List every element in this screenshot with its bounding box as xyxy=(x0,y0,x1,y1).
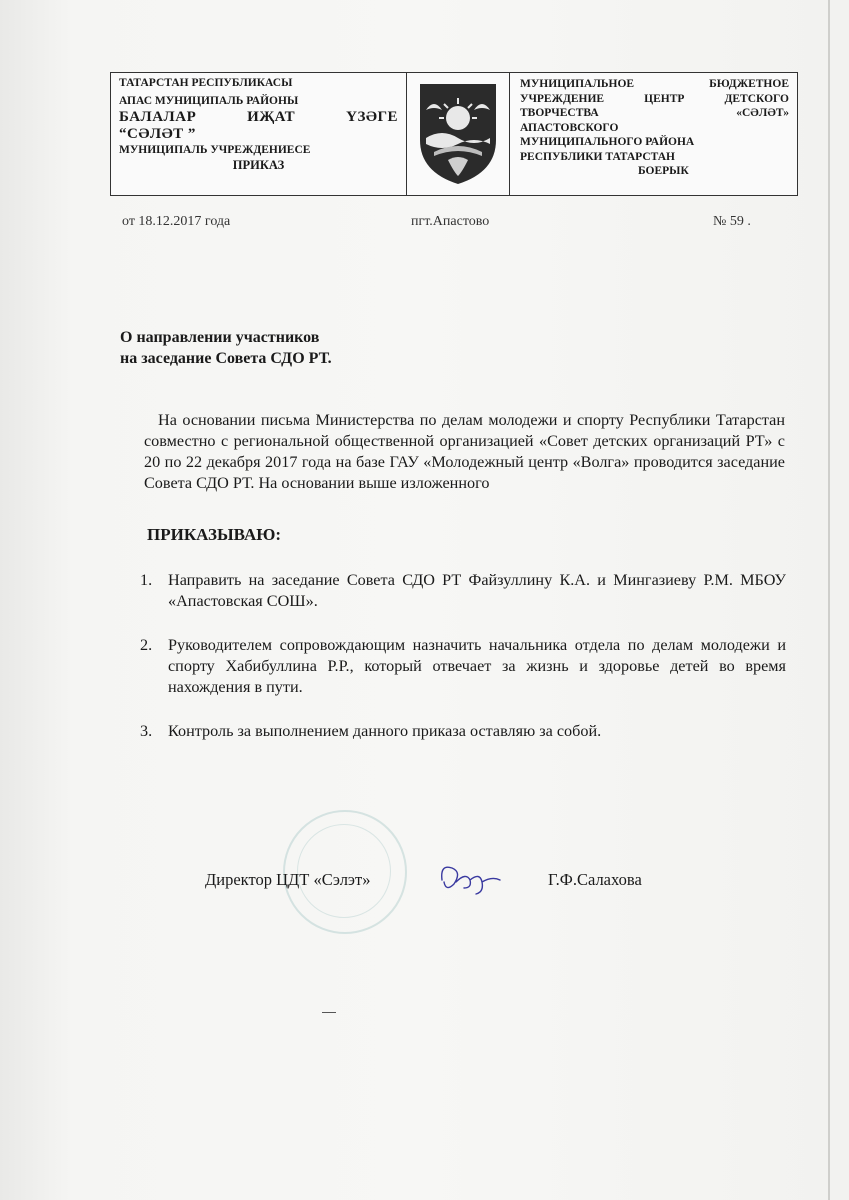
document-date: от 18.12.2017 года xyxy=(122,214,231,229)
letterhead-word: ТВОРЧЕСТВА xyxy=(520,107,599,119)
letterhead-left-order-word: ПРИКАЗ xyxy=(232,158,285,172)
document-place: пгт.Апастово xyxy=(411,214,490,229)
letterhead-right-line-4: АПАСТОВСКОГО xyxy=(520,121,619,134)
letterhead-russian-block xyxy=(510,73,797,195)
letterhead-left-line-2: АПАС МУНИЦИПАЛЬ РАЙОНЫ xyxy=(119,95,299,107)
letterhead-word: ҮЗӘГЕ xyxy=(346,109,398,125)
handwritten-signature xyxy=(436,858,506,898)
letterhead-right-line-3 xyxy=(520,106,789,121)
letterhead-right-line-5: МУНИЦИПАЛЬНОГО РАЙОНА xyxy=(520,136,695,148)
letterhead-tatar-block xyxy=(111,73,407,195)
scan-mark xyxy=(322,1012,336,1013)
list-item-text: Контроль за выполнением данного приказа оставляю за собой. xyxy=(168,722,602,740)
document-body-paragraph: На основании письма Министерства по делам молодежи и спорту Республики Татарстан совместно с региональной общественной организацией «Совет детских организаций РТ» с 20 по 22 декабря 2017 года на базе ГАУ «Молодежный центр «Волга» проводится заседание Совета СДО РТ. На основании выше изложенного xyxy=(144,411,785,492)
list-item-text: Направить на заседание Совета СДО РТ Файзуллину К.А. и Мингазиеву Р.М. МБОУ «Апастовская СОШ». xyxy=(168,571,786,610)
letterhead-word: «СӘЛӘТ» xyxy=(736,107,789,119)
coat-of-arms-emblem xyxy=(412,80,504,188)
scan-edge-line xyxy=(828,0,830,1200)
list-item xyxy=(140,721,786,742)
list-item xyxy=(140,570,786,612)
letterhead-right-line-1 xyxy=(520,77,789,92)
list-item-text: Руководителем сопровождающим назначить начальника отдела по делам молодежи и спорту Хабибуллина Р.Р., который отвечает за жизнь и здоровье детей во время нахождения в пути. xyxy=(168,636,786,696)
list-item-number: 3. xyxy=(140,722,153,740)
letterhead-left-line-3: МУНИЦИПАЛЬ УЧРЕЖДЕНИЕСЕ xyxy=(119,144,311,156)
letterhead-word: БАЛАЛАР xyxy=(119,109,197,125)
document-title-line: О направлении участников xyxy=(120,329,320,346)
letterhead-word: УЧРЕЖДЕНИЕ xyxy=(520,92,605,105)
list-item-number: 2. xyxy=(140,636,153,654)
letterhead-right-line-2 xyxy=(520,92,789,107)
letterhead-left-line-1: ТАТАРСТАН РЕСПУБЛИКАСЫ xyxy=(119,77,293,89)
list-item-number: 1. xyxy=(140,571,153,589)
letterhead-right-line-6: РЕСПУБЛИКИ ТАТАРСТАН xyxy=(520,150,675,163)
list-item xyxy=(140,635,786,698)
document-number: № 59 . xyxy=(713,214,751,229)
signatory-position: Директор ЦДТ «Сэлэт» xyxy=(205,870,371,889)
letterhead-word: ИҖАТ xyxy=(247,109,296,125)
signatory-name: Г.Ф.Салахова xyxy=(548,870,642,889)
order-items-list xyxy=(140,570,786,765)
letterhead-left-big-line-2: “СӘЛӘТ ” xyxy=(119,126,196,142)
letterhead xyxy=(110,72,798,196)
coat-of-arms-cell xyxy=(407,73,510,195)
document-title-line: на заседание Совета СДО РТ. xyxy=(120,350,332,367)
letterhead-word: ДЕТСКОГО xyxy=(724,92,789,105)
letterhead-word: МУНИЦИПАЛЬНОЕ xyxy=(520,78,635,90)
letterhead-right-order-word: БОЕРЫК xyxy=(638,165,689,177)
letterhead-word: ЦЕНТР xyxy=(644,92,685,105)
order-heading: ПРИКАЗЫВАЮ: xyxy=(147,525,282,544)
letterhead-word: БЮДЖЕТНОЕ xyxy=(709,78,789,90)
letterhead-left-big-line xyxy=(119,109,398,126)
document-title xyxy=(120,327,332,369)
